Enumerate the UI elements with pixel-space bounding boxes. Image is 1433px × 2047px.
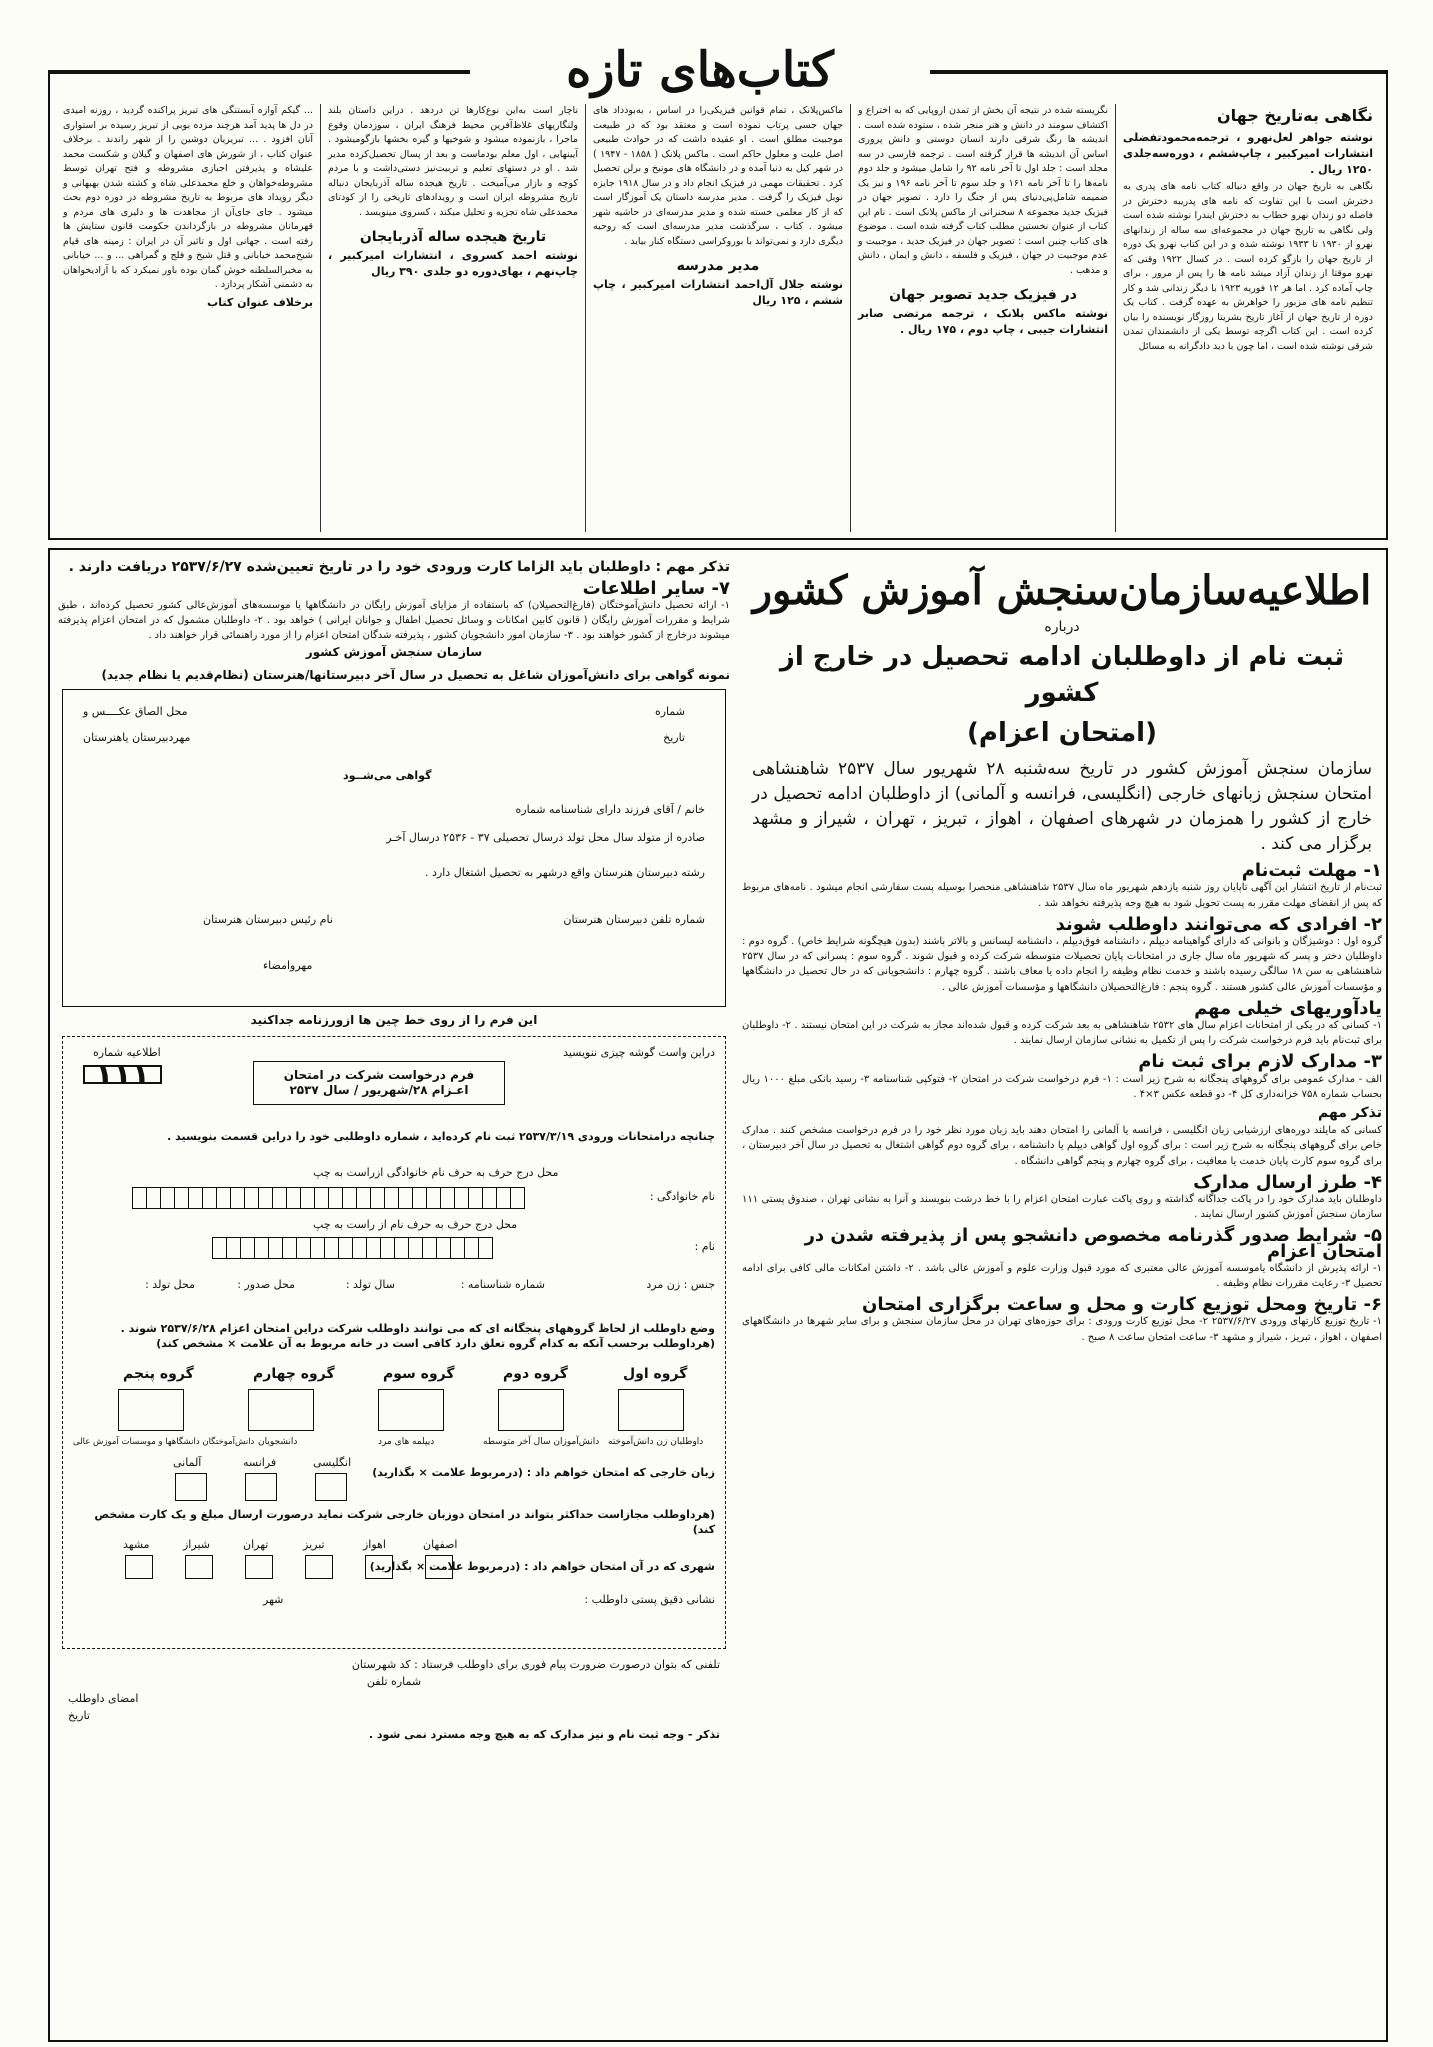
form1-phone: شماره تلفن دبیرستان هنرستان bbox=[563, 913, 705, 926]
section-text: ۱- تاریخ توزیع کارتهای ورودی ۲۵۳۷/۶/۲۷ ۲- محل توزیع کارت ورودی : برای حوزه‌های تهران در محل سازمان سنجش و برای سایر شهرها در دانشگاههای اصفهان ، اهواز ، تبریز ، شیراز و مشهد ۳- ساعت امتحان ساعت ۸ صبح . bbox=[742, 1316, 1382, 1343]
group-2-checkbox[interactable] bbox=[498, 1389, 564, 1431]
section-title: ۲- افرادی که می‌توانند داوطلب شوند bbox=[1055, 913, 1382, 935]
announcement-signature: سازمان سنجش آموزش کشور bbox=[305, 645, 483, 659]
first-name-boxes[interactable] bbox=[213, 1237, 493, 1264]
form2-birth-year: سال تولد : bbox=[345, 1278, 395, 1291]
group-desc: داوطلبان زن دانش‌آموخته bbox=[608, 1437, 704, 1447]
letter-cell[interactable] bbox=[384, 1187, 399, 1209]
section-title: ۱- مهلت ثبت‌نام bbox=[1241, 860, 1382, 882]
letter-cell[interactable] bbox=[408, 1237, 423, 1259]
group-desc: دیپلمه های مرد bbox=[378, 1437, 435, 1447]
letter-cell[interactable] bbox=[468, 1187, 483, 1209]
letter-cell[interactable] bbox=[324, 1237, 339, 1259]
form1-line3: رشته دبیرستان هنرستان واقع درشهر به تحصیل اشتغال دارد . bbox=[425, 866, 705, 879]
group-4-checkbox[interactable] bbox=[248, 1389, 314, 1431]
form1-date: تاریخ bbox=[663, 731, 685, 744]
form2-corner: دراین واست گوشه چیزی ننویسید bbox=[563, 1046, 715, 1059]
review-column bbox=[585, 104, 850, 532]
shiraz-checkbox[interactable] bbox=[185, 1555, 213, 1579]
mashhad-checkbox[interactable] bbox=[125, 1555, 153, 1579]
letter-cell[interactable] bbox=[440, 1187, 455, 1209]
section-text: داوطلبان باید مدارک خود را در پاکت جداگانه گذاشته و روی پاکت عبارت امتحان اعزام را با خط درشت بنویسند و آنرا به نشانی تهران ، صندوق پستی ۱۱۱ سازمان سنجش آموزش کشور ارسال نمایند . bbox=[742, 1194, 1382, 1221]
group-3-checkbox[interactable] bbox=[378, 1389, 444, 1431]
review-meta: نوشته ماکس پلانک ، ترجمه مرتضی صابر انتشارات جیبی ، چاپ دوم ، ۱۷۵ ریال . bbox=[858, 307, 1108, 336]
letter-cell[interactable] bbox=[314, 1187, 329, 1209]
form2-phone2: شماره تلفن bbox=[366, 1675, 422, 1688]
letter-cell[interactable] bbox=[450, 1237, 465, 1259]
letter-cell[interactable] bbox=[240, 1237, 255, 1259]
letter-cell[interactable] bbox=[212, 1237, 227, 1259]
letter-cell[interactable] bbox=[426, 1187, 441, 1209]
letter-cell[interactable] bbox=[272, 1187, 287, 1209]
group-desc: دانشجویان bbox=[258, 1437, 298, 1447]
form2-postal: نشانی دقیق پستی داوطلب : bbox=[584, 1593, 715, 1606]
form2-city: شهر bbox=[263, 1593, 284, 1606]
lang-label: فرانسه bbox=[243, 1456, 277, 1469]
form2-lang-q: زبان خارجی که امتحان خواهم داد : (درمربوط علامت × بگذارید) bbox=[372, 1466, 715, 1479]
lang-label: آلمانی bbox=[173, 1456, 202, 1469]
letter-cell[interactable] bbox=[366, 1237, 381, 1259]
letter-cell[interactable] bbox=[202, 1187, 217, 1209]
section-title: ۵- شرایط صدور گذرنامه مخصوص دانشجو پس از پذیرفته شدن در امتحان اعزام bbox=[804, 1225, 1382, 1262]
letter-cell[interactable] bbox=[300, 1187, 315, 1209]
review-body: نگاهی به تاریخ جهان در واقع دنباله کتاب نامه های پدری به دخترش است با این تفاوت که نامه های پدریبه دخترش در فاصله دو زندان نهرو خطاب به دخترش ایندرا نوشته شده است ولی نگاهی به تاریخ جهان در مجموعه‌ای سه ساله از زندانهای نهرو از ۱۹۳۰ تا ۱۹۳۳ نوشته شده و در این کتاب نهرو یک دوره از تاریخ جهان را بازگو کرده است . در کسال ۱۹۲۲ وقتی که نهرو موقتا از زندان آزاد میشد نامه ها را پس از مرور ، برای چاپ آماده کرد . اما هر ۱۲ فوریه ۱۹۲۳ با دیگر زندانی شد و کار تنظیم نامه های مزبور را خواهرش به عهده گرفت . کتاب یک دوره از تاریخ جهان از آغاز تاریخ بشریتا روزگار نویسنده را بیان کرده است . این کتاب اگرچه توسط یکی از دانشمندان تمدن شرقی نوشته شده است ، اما چون با دید دادگرانه به مسائل bbox=[1123, 181, 1374, 352]
section-text: الف - مدارک عمومی برای گروههای پنجگانه به شرح زیر است : ۱- فرم درخواست شرکت در امتحان ۲- فتوکپی شناسنامه ۳- رسید بانکی مبلغ ۱۰۰۰ ریال بحساب شماره ۷۵۸ خزانه‌داری کل ۴- دو قطعه عکس ۳×۴ . bbox=[742, 1073, 1382, 1100]
letter-cell[interactable] bbox=[226, 1237, 241, 1259]
new-books-columns bbox=[56, 104, 1380, 532]
section-title: ۴- طرز ارسال مدارک bbox=[1193, 1171, 1382, 1193]
english-checkbox[interactable] bbox=[315, 1473, 347, 1501]
letter-cell[interactable] bbox=[356, 1187, 371, 1209]
form1-certify: گواهی می‌شــود bbox=[343, 769, 432, 782]
review-body: ... گیکم آوازه آبستنگی های تبریز پراکنده گردید ، روزنه امیدی در دل ها پدید آمد هرچند مزده بوبی از تبریز رسیده بر استواری آنان افزود . ... تبریزیان دوشین را از شهر راندند . برخلاف عنوان کتاب ، از شورش های اصفهان و گیلان و شکست محمد علیشاه و پذیرفتن اجبازی مشروطه و فتح تهران توسط مشروطه‌خواهان و خلع محمدعلی شاه و کشته شدن بهبهانی و دیگر رویداد های مربوط به تاریخ مشروطه در دوره دوم بحث میشود . جای جای‌آن از مجاهدت ها و دلیری های مردم و قهرمانان مشروطه در بازگرداندن حکومت قانون ستایش ها رفته است . جهانی اول و تاثیر آن در ایران : زمینه های قیام شیخ‌محمد خیابانی و قتل شیخ و فلج و گمراهی ... و ... خیابانی به مخبرالسلطنه خوش گمان بوده باور نمیکرد که با آزادیخواهان به دشمنی آشکار پردازد . bbox=[63, 105, 313, 290]
review-meta: نوشته جواهر لعل‌نهرو ، ترجمه‌محمودتفضلی انتشارات امیرکبیر ، چاپ‌ششم ، دوره‌سه‌جلدی ۱۲۵۰ ریال . bbox=[1123, 131, 1373, 176]
letter-cell[interactable] bbox=[352, 1237, 367, 1259]
form1-number: شماره bbox=[654, 705, 685, 718]
announcement-headline-2: (امتحان اعزام) bbox=[967, 718, 1157, 749]
review-column bbox=[320, 104, 585, 532]
form2-notice-number: ۱۱۱ bbox=[83, 1065, 162, 1084]
letter-cell[interactable] bbox=[310, 1237, 325, 1259]
group-desc: دانش‌آموختگان دانشگاهها و موسسات آموزش عالی bbox=[73, 1437, 255, 1447]
letter-cell[interactable] bbox=[174, 1187, 189, 1209]
letter-cell[interactable] bbox=[398, 1187, 413, 1209]
form1-stamp: مهروامضاء bbox=[263, 959, 313, 972]
form2-date: تاریخ bbox=[68, 1709, 90, 1722]
form1-photo: محل الصاق عکــــس و bbox=[83, 705, 188, 718]
german-checkbox[interactable] bbox=[175, 1473, 207, 1501]
letter-cell[interactable] bbox=[328, 1187, 343, 1209]
review-title: مدیر مدرسه bbox=[676, 258, 760, 274]
letter-cell[interactable] bbox=[258, 1187, 273, 1209]
masthead-title: کتاب‌های تازه bbox=[566, 42, 834, 98]
other-info-title: ۷- سایر اطلاعات bbox=[582, 578, 730, 599]
section-text: ثبت‌نام از تاریخ انتشار این آگهی تاپایان روز شنبه یازدهم شهریور ماه سال ۲۵۳۷ شاهنشاهی منحصرا بوسیله پست سفارشی انجام میشود . نامه‌های مربوط که پس از انقضای مهلت مقرر به پست تحویل شود به هیچ وجه پذیرفته نخواهد شد . bbox=[742, 882, 1382, 909]
review-title: نگاهی به‌تاریخ جهان bbox=[1217, 106, 1373, 125]
letter-cell[interactable] bbox=[160, 1187, 175, 1209]
city-label: اهواز bbox=[363, 1538, 386, 1551]
form1-principal: نام رئیس دبیرستان هنرستان bbox=[203, 913, 333, 926]
form2-id-no: شماره شناسنامه : bbox=[460, 1278, 545, 1291]
group-label: گروه اول bbox=[623, 1366, 688, 1382]
letter-cell[interactable] bbox=[146, 1187, 161, 1209]
city-label: شیراز bbox=[183, 1538, 210, 1551]
tabriz-checkbox[interactable] bbox=[305, 1555, 333, 1579]
letter-cell[interactable] bbox=[230, 1187, 245, 1209]
letter-cell[interactable] bbox=[454, 1187, 469, 1209]
form2-sig: امضای داوطلب bbox=[68, 1692, 139, 1705]
tehran-checkbox[interactable] bbox=[245, 1555, 273, 1579]
letter-cell[interactable] bbox=[496, 1187, 511, 1209]
letter-cell[interactable] bbox=[464, 1237, 479, 1259]
letter-cell[interactable] bbox=[422, 1237, 437, 1259]
form2-name-label: محل درج حرف به حرف نام از راست به چپ bbox=[313, 1218, 518, 1231]
letter-cell[interactable] bbox=[132, 1187, 147, 1209]
form2-issue-place: محل صدور : bbox=[237, 1278, 295, 1291]
family-name-boxes[interactable] bbox=[133, 1187, 525, 1214]
form2-notice: اطلاعیه شماره bbox=[93, 1046, 161, 1059]
announcement-headline: ثبت نام از داوطلبان ادامه تحصیل در خارج از کشور bbox=[779, 642, 1345, 709]
review-meta: نوشته احمد کسروی ، انتشارات امیرکبیر ، چاپ‌نهم ، بهای‌دوره دو جلدی ۳۹۰ ریال bbox=[328, 249, 578, 278]
form2-family: نام خانوادگی : bbox=[649, 1190, 715, 1203]
form2-phone: تلفنی که بتوان درصورت ضرورت پیام فوری برای داوطلب فرستاد : کد شهرستان bbox=[351, 1658, 720, 1671]
section-title: یادآوریهای خیلی مهم bbox=[1194, 997, 1382, 1019]
group-label: گروه دوم bbox=[503, 1366, 568, 1382]
section-text: گروه اول : دوشیزگان و بانوانی که دارای گواهینامه دیپلم ، دانشنامه فوق‌دیپلم ، دانشنامه لیسانس و بالاتر باشند (بدون هیچگونه شرایط خاص) . گروه دوم : داوطلبان دختر و پسر که شهریور ماه سال جاری در امتحانات پایان تحصیلات متوسطه شرکت کرده و قبول شوند . گروه سوم : پسرانی که در سال ۲۵۳۷ شاهنشاهی به سن ۱۸ سالگی رسیده باشند و خدمت نظام وظیفه را انجام داده یا معاف باشند . گروه چهارم : دانشجویانی که در حال تحصیل در دانشگاهها و مؤسسات آموزش عالی کشور هستند . گروه پنجم : فارغ‌التحصیلان دانشگاهها و مؤسسات آموزش عالی . bbox=[742, 936, 1382, 993]
form2-title: فرم درخواست شرکت در امتحان اعـزام ۲۸/شهریور / سال ۲۵۳۷ bbox=[253, 1061, 505, 1105]
form2-lang-warn: (هرداوطلب مجازاست حداکثر بتواند در امتحان دوزبان خارجی شرکت نماید درصورت ارسال مبلغ و یک کارت مشخص کند) bbox=[94, 1508, 715, 1536]
letter-cell[interactable] bbox=[412, 1187, 427, 1209]
review-meta: نوشته جلال آل‌احمد انتشارات امیرکبیر ، چاپ ششم ، ۱۲۵ ریال bbox=[593, 278, 843, 307]
letter-cell[interactable] bbox=[478, 1237, 493, 1259]
section-title: ۶- تاریخ ومحل توزیع کارت و محل و ساعت برگزاری امتحان bbox=[861, 1294, 1382, 1316]
review-body: ماکس‌پلانک ، تمام قوانین فیزیکی‌را در اساس ، به‌بودداد های جهان جسی پرتاب نموده است و معتقد بود که در طبیعت موجبیت مطلق است . او عقیده داشت که در حوادث طبیعی اصل علیت و معلول حاکم است . ماکس پلانک ( ۱۸۵۸ - ۱۹۴۷ ) در شهر کیل به دنیا آمده و در دانشگاه های مونیخ و برلن تحصیل کرد . تحقیقات مهمی در فیزیک انجام داد و در سال ۱۹۱۸ جایزه نوبل فیزیک را گرفت . مدیر مدرسه داستان یک آموزگار است که از کار معلمی خسته شده و مدیر مدرسه‌ای در حاشیه شهر میشود . کتاب ، سرگذشت مدیر مدرسه‌ای است که روحیه دیگری دارد و نمی‌تواند با بوروکراسی دستگاه کنار بیاید . bbox=[593, 105, 844, 247]
other-info-text: ۱- ارائه تحصیل دانش‌آموختگان (فارغ‌التحصیلان) که باستفاده از مزایای آموزش رایگان در دانشگاهها یا موسسه‌های آموزش‌عالی کشور تحصیل کرده‌اند ، طبق شرایط و مقررات آموزش رایگان ( قانون کابین امکانات و وسائل تحصیل اطفال و جوانان ایرانی ) خواهد بود . ۲- داوطلبان مشمول که در امتحان اعزام پذیرفته میشوند درخارج از کشور خواهند بود . ۳- سازمان امور دانشجویان کشور ، پذیرفته شدگان امتحان اعزام را از مورد راهنمائی قرار خواهند داد . bbox=[58, 600, 730, 641]
letter-cell[interactable] bbox=[394, 1237, 409, 1259]
letter-cell[interactable] bbox=[254, 1237, 269, 1259]
review-column bbox=[1115, 104, 1380, 532]
form2-gender: جنس : زن مرد bbox=[646, 1278, 715, 1291]
left-note: تذکر مهم : داوطلبان باید الزاما کارت ورودی خود را در تاریخ تعیین‌شده ۲۵۳۷/۶/۲۷ دریافت دارند . bbox=[68, 559, 730, 575]
group-desc: دانش‌آموزان سال آخر متوسطه bbox=[483, 1437, 600, 1447]
group-label: گروه سوم bbox=[383, 1366, 455, 1382]
masthead bbox=[470, 42, 930, 102]
review-column bbox=[850, 104, 1115, 532]
group-5-checkbox[interactable] bbox=[118, 1389, 184, 1431]
review-title: تاریخ هیجده ساله آذربایجان bbox=[359, 229, 547, 245]
letter-cell[interactable] bbox=[244, 1187, 259, 1209]
form1-line2: صادره از متولد سال محل تولد درسال تحصیلی ۳۷ - ۲۵۳۶ درسال آخـر bbox=[386, 831, 705, 844]
application-form bbox=[62, 1036, 726, 1649]
form2-footer: تذکر - وجه ثبت نام و نیز مدارک که به هیچ وجه مسترد نمی شود . bbox=[368, 1728, 720, 1741]
announcement-about: درباره bbox=[1044, 619, 1080, 635]
group-label: گروه پنجم bbox=[123, 1366, 194, 1382]
form1-school-seal: مهردبیرستان یاهنرستان bbox=[83, 731, 191, 744]
french-checkbox[interactable] bbox=[245, 1473, 277, 1501]
letter-cell[interactable] bbox=[342, 1187, 357, 1209]
form2-name: نام : bbox=[694, 1240, 715, 1253]
cut-note: این فرم را از روی خط چین ها ازورزنامه جداکنید bbox=[250, 1013, 538, 1027]
review-title: در فیزیک جدید تصویر جهان bbox=[889, 287, 1077, 303]
announcement-text bbox=[742, 556, 1382, 2036]
form1-caption: نمونه گواهی برای دانش‌آموزان شاغل به تحصیل در سال آخر دبیرستانها/هنرستان (نظام‌قدیم یا نظام جدید) bbox=[101, 668, 730, 682]
form1-line1: خانم / آقای فرزند دارای شناسنامه شماره bbox=[515, 803, 705, 816]
letter-cell[interactable] bbox=[286, 1187, 301, 1209]
section-title: تذکر مهم bbox=[1318, 1105, 1382, 1122]
certificate-form bbox=[62, 689, 726, 1007]
lang-label: انگلیسی bbox=[313, 1456, 352, 1469]
letter-cell[interactable] bbox=[510, 1187, 525, 1209]
form2-city-q: شهری که در آن امتحان خواهم داد : (درمربوط علامت × بگذارید) bbox=[369, 1560, 715, 1573]
announcement-forms bbox=[58, 556, 730, 2036]
letter-cell[interactable] bbox=[370, 1187, 385, 1209]
review-column bbox=[56, 104, 320, 532]
form2-birth-place: محل تولد : bbox=[145, 1278, 195, 1291]
section-text: ۱- ارائه پذیرش از دانشگاه یاموسسه آموزش عالی معتبری که مورد قبول وزارت علوم و آموزش عالی باشد . ۲- داشتن امکانات مالی کافی برای ادامه تحصیل ۳- رعایت مقررات نظام وظیفه . bbox=[742, 1262, 1382, 1290]
group-1-checkbox[interactable] bbox=[618, 1389, 684, 1431]
announcement-intro: سازمان سنجش آموزش کشور در تاریخ سه‌شنبه ۲۸ شهریور سال ۲۵۳۷ شاهنشاهی امتحان سنجش زبانهای خارجی (انگلیسی، فرانسه و آلمانی) از داوطلبان ادامه تحصیل در خارج از کشور را همزمان در شهرهای اصفهان ، اهواز ، تبریز ، تهران ، شیراز و مشهد برگزار می کند . bbox=[752, 759, 1373, 855]
letter-cell[interactable] bbox=[338, 1237, 353, 1259]
announcement-title: اطلاعیه‌سازمان‌سنجش آموزش کشور bbox=[752, 567, 1372, 614]
section-text: کسانی که مایلند دوره‌های ارزشیابی زبان انگلیسی ، فرانسه یا آلمانی را امتحان دهند باید زبان مورد نظر خود را در فرم درخواست مشخص کنند . مدارک خاص برای گروههای پنجگانه به شرح زیر است : برای گروه اول گواهی دیپلم یا دانشنامه ، برای گروه دوم گواهی اشتغال به تحصیل در سال آخر دبیرستان ، برای گروه سوم کارت پایان خدمت یا معافیت ، برای گروه چهارم و پنجم گواهی دانشگاه . bbox=[742, 1125, 1382, 1167]
group-label: گروه چهارم bbox=[253, 1366, 335, 1382]
form2-family-label: محل درج حرف به حرف نام خانوادگی ازراست به چپ bbox=[313, 1166, 559, 1179]
letter-cell[interactable] bbox=[268, 1237, 283, 1259]
review-body: نگریسته شده در نتیجه آن بخش از تمدن اروپایی که به اختراع و اکتشاف سومند در دانش و هنر منجر شده ، ستوده شده است . اندیشه ها رنگ شرقی دارند انسان دوستی و دانش پروری اساس آن اندیشه ها قرار گرفته است . ترجمه فارسی در سه مجلد است : جلد اول تا آخر نامه ۹۲ را شامل میشود و جلد دوم نامه‌ها را تا آخر نامه ۱۶۱ و جلد سوم تا آخر نامه ۱۹۶ و نیز یک ضمیمه شامل‌پی‌دنیای پس از جنگ را دارد . تصویر جهان در فیزیک جدید مجموعه ۸ سخنرانی از ماکس پلانک است . نام این کتاب از عنوان نخستین مطلب کتاب گرفته شده است . موضوع های کتاب چنین است : تصویر جهان در فیزیک جدید ، موجبیت و عدم موجبیت در جهان ، فیزیک و فلسفه ، دانش و ایمان ، دانش و مذهب . bbox=[858, 105, 1109, 276]
city-label: تبریز bbox=[303, 1538, 325, 1551]
review-meta: برخلاف عنوان کتاب bbox=[207, 295, 313, 309]
letter-cell[interactable] bbox=[282, 1237, 297, 1259]
letter-cell[interactable] bbox=[216, 1187, 231, 1209]
review-body: ناچار است به‌این نوع‌کارها تن دردهد . دراین داستان بلند ولنگاریهای غلاظ‌آفرین محیط فرهنگ ایران ، سوزدمان وقوع ماجرا ، بازنموده میشود و شوخیها و گیره بخشها بازگومیشود . آیینهایی ، اول معلم بودماست و بعد از پسال تحصیل‌کرده مدیر شد . او در دستهای تعلیم و تربیت‌نیز دستی‌داشت و با مردم کوچه و بازار می‌آمیخت . تاریخ هیجده ساله آذربایجان دنباله تاریخ مشروطه ایران است و رویدادهای تاریخی را از کودتای محمدعلی شاه تجزیه و تحلیل میکند ، کسروی مینویسد . bbox=[328, 105, 578, 218]
letter-cell[interactable] bbox=[436, 1237, 451, 1259]
letter-cell[interactable] bbox=[482, 1187, 497, 1209]
section-title: ۳- مدارک لازم برای ثبت نام bbox=[1138, 1051, 1382, 1073]
city-label: تهران bbox=[243, 1538, 269, 1551]
city-label: مشهد bbox=[123, 1538, 150, 1551]
form2-prev: چنانچه درامتحانات ورودی ۲۵۳۷/۳/۱۹ ثبت نام کرده‌اید ، شماره داوطلبی خود را دراین قسمت بنویسید . bbox=[167, 1130, 715, 1143]
city-label: اصفهان bbox=[423, 1538, 458, 1551]
form2-question: وضع داوطلب از لحاظ گروههای پنجگانه ای که می توانند داوطلب شرکت دراین امتحان اعزام ۲۵۳۷/۶/۲۸ شوند . (هرداوطلب برحسب آنکه به کدام گروه تعلق دارد کافی است در خانه مربوط به آن علامت × مشخص کند) bbox=[120, 1322, 715, 1350]
letter-cell[interactable] bbox=[188, 1187, 203, 1209]
section-text: ۱- کسانی که در یکی از امتحانات اعزام سال های ۲۵۳۲ شاهنشاهی به بعد شرکت کرده و قبول شده‌اند مجاز به شرکت در این امتحان نیستند . ۲- داوطلبان برای ثبت‌نام باید فرم درخواست شرکت را پس از تکمیل به نشانی سازمان ارسال نمایند . bbox=[742, 1020, 1382, 1047]
letter-cell[interactable] bbox=[296, 1237, 311, 1259]
letter-cell[interactable] bbox=[380, 1237, 395, 1259]
